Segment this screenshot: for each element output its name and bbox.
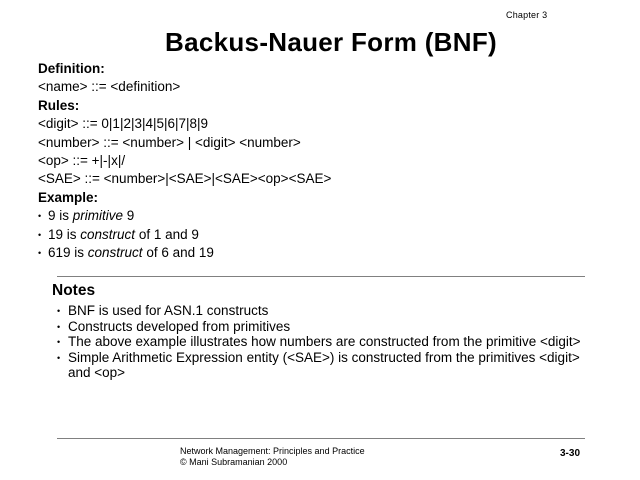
example-item-emphasis: construct bbox=[80, 226, 136, 242]
bullet-icon: • bbox=[57, 306, 61, 316]
bullet-icon: • bbox=[38, 247, 42, 258]
rules-heading: Rules: bbox=[38, 97, 80, 113]
definition-heading: Definition: bbox=[38, 61, 105, 76]
rule-sae: <SAE> ::= <number>|<SAE>|<SAE><op><SAE> bbox=[38, 171, 332, 187]
note-item bbox=[52, 334, 592, 350]
example-item-emphasis: construct bbox=[87, 244, 143, 260]
bullet-icon: • bbox=[38, 211, 42, 222]
example-item-text: 19 is bbox=[48, 226, 81, 242]
bullet-icon: • bbox=[57, 352, 61, 363]
example-item-rest: of 6 and 19 bbox=[142, 244, 214, 260]
example-item-rest: of 1 and 9 bbox=[135, 226, 199, 242]
note-item-text: The above example illustrates how numbers are constructed from the primitive <digit> bbox=[68, 334, 581, 350]
bullet-icon: • bbox=[57, 337, 61, 348]
notes-list bbox=[52, 303, 592, 381]
notes-divider-top bbox=[57, 276, 585, 277]
definition-text: <name> ::= <definition> bbox=[38, 79, 181, 95]
rule-number: <number> ::= <number> | <digit> <number> bbox=[38, 134, 301, 150]
example-item-rest: 9 bbox=[123, 208, 135, 224]
footer-copyright: © Mani Subramanian 2000 bbox=[180, 457, 288, 467]
slide-body bbox=[38, 60, 598, 262]
example-list bbox=[38, 207, 598, 262]
note-item bbox=[52, 350, 592, 381]
footer-credits bbox=[180, 446, 365, 468]
rule-digit: <digit> ::= 0|1|2|3|4|5|6|7|8|9 bbox=[38, 116, 209, 132]
footer-book-title: Network Management: Principles and Practice bbox=[180, 446, 365, 456]
slide-title: Backus-Nauer Form (BNF) bbox=[165, 27, 497, 57]
notes-section bbox=[52, 281, 592, 381]
example-heading: Example: bbox=[38, 189, 99, 205]
note-item-text: Simple Arithmetic Expression entity (<SAE>) is constructed from the primitives <digit> and <op> bbox=[68, 349, 580, 381]
example-item bbox=[38, 244, 598, 262]
example-item-emphasis: primitive bbox=[72, 208, 124, 224]
notes-title: Notes bbox=[52, 282, 96, 299]
bullet-icon: • bbox=[38, 229, 42, 240]
example-item bbox=[38, 226, 598, 244]
chapter-label: Chapter 3 bbox=[506, 10, 548, 20]
note-item-text: Constructs developed from primitives bbox=[68, 318, 291, 334]
example-item-text: 619 is bbox=[48, 244, 88, 260]
bullet-icon: • bbox=[57, 321, 61, 332]
note-item bbox=[52, 303, 592, 319]
rule-op: <op> ::= +|-|x|/ bbox=[38, 152, 126, 168]
page-number: 3-30 bbox=[560, 448, 581, 459]
note-item bbox=[52, 319, 592, 335]
example-item bbox=[38, 207, 598, 225]
footer-divider bbox=[57, 438, 585, 439]
example-item-text: 9 is bbox=[48, 208, 73, 224]
note-item-text: BNF is used for ASN.1 constructs bbox=[68, 303, 269, 318]
